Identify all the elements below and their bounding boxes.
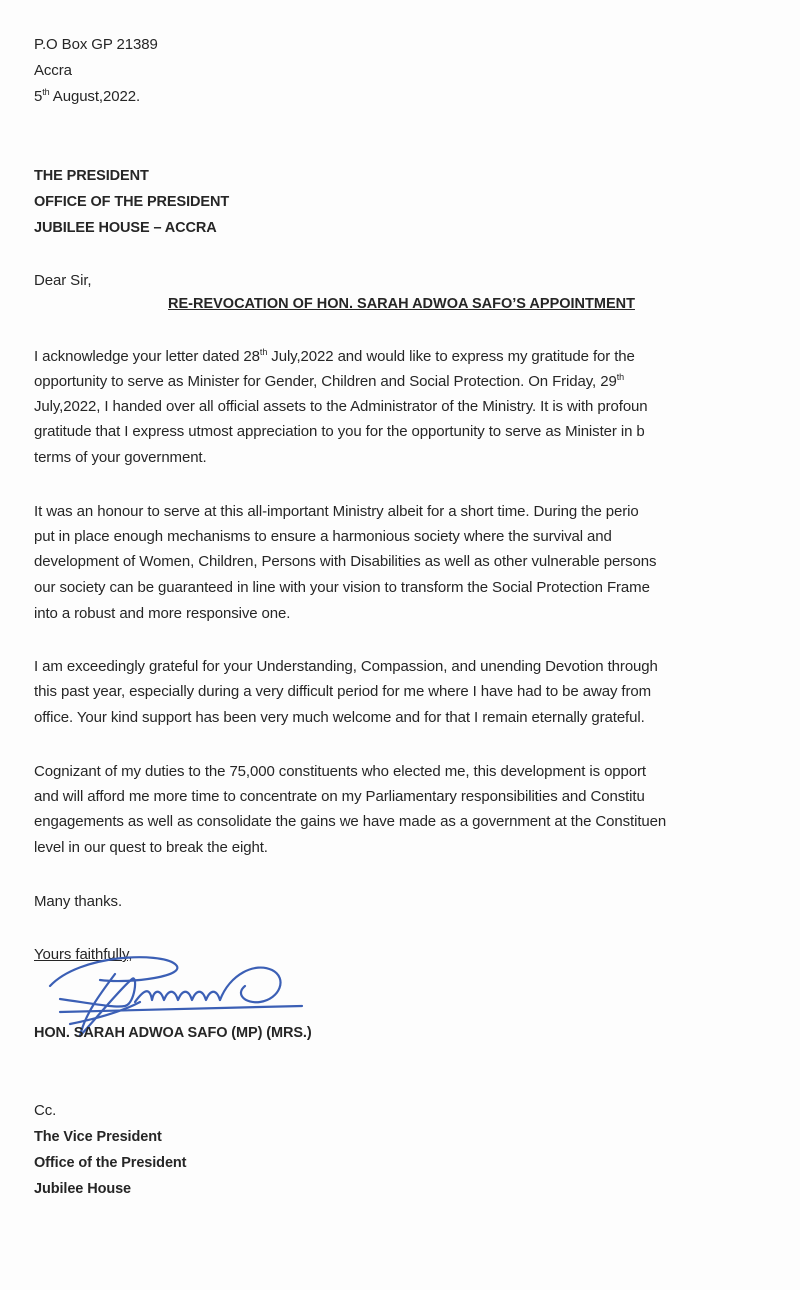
letter-subject: RE-REVOCATION OF HON. SARAH ADWOA SAFO’S APPOINTMENT [168, 296, 635, 312]
p1-line-2-sup: th [616, 372, 624, 382]
p3-line-1: I am exceedingly grateful for your Understanding, Compassion, and unending Devotion through [34, 658, 658, 675]
recipient-line-1: THE PRESIDENT [34, 168, 149, 184]
cc-line-1: The Vice President [34, 1129, 162, 1145]
p1-line-4: gratitude that I express utmost appreciation to you for the opportunity to serve as Minister in b [34, 423, 645, 440]
signatory-name: HON. SARAH ADWOA SAFO (MP) (MRS.) [34, 1025, 312, 1041]
closing: Many thanks. [34, 893, 123, 910]
letter-date [34, 88, 140, 106]
p4-line-3: engagements as well as consolidate the gains we have made as a government at the Constituen [34, 813, 667, 830]
sender-city: Accra [34, 62, 72, 79]
recipient-line-2: OFFICE OF THE PRESIDENT [34, 194, 230, 210]
p1-line-2-text: opportunity to serve as Minister for Gender, Children and Social Protection. On Friday, 29 [34, 373, 617, 390]
recipient-line-3: JUBILEE HOUSE – ACCRA [34, 220, 217, 236]
p2-line-5: into a robust and more responsive one. [34, 605, 291, 622]
p4-line-2: and will afford me more time to concentrate on my Parliamentary responsibilities and Constitu [34, 788, 645, 805]
p2-line-1: It was an honour to serve at this all-important Ministry albeit for a short time. During the perio [34, 503, 639, 520]
p2-line-2: put in place enough mechanisms to ensure a harmonious society where the survival and [34, 528, 612, 545]
p2-line-4: our society can be guaranteed in line with your vision to transform the Social Protection Frame [34, 579, 650, 596]
p1-line-1-text-b: July,2022 and would like to express my gratitude for the [267, 348, 635, 365]
cc-line-2: Office of the President [34, 1155, 187, 1171]
sender-po-box: P.O Box GP 21389 [34, 36, 158, 53]
p3-line-3: office. Your kind support has been very much welcome and for that I remain eternally grateful. [34, 709, 645, 726]
cc-line-3: Jubilee House [34, 1181, 132, 1197]
p3-line-2: this past year, especially during a very difficult period for me where I have had to be away from [34, 683, 652, 700]
date-suffix: th [42, 87, 50, 97]
p1-line-5: terms of your government. [34, 449, 207, 466]
p1-line-1-sup: th [259, 347, 268, 357]
p1-line-2 [34, 373, 624, 391]
p4-line-4: level in our quest to break the eight. [34, 839, 268, 856]
salutation: Dear Sir, [34, 272, 92, 289]
p4-line-1: Cognizant of my duties to the 75,000 constituents who elected me, this development is opport [34, 763, 646, 780]
p1-line-1 [34, 348, 635, 366]
date-day: 5 [34, 88, 43, 105]
p2-line-3: development of Women, Children, Persons with Disabilities as well as other vulnerable persons [34, 553, 657, 570]
date-rest: August,2022. [49, 88, 141, 105]
cc-label: Cc. [34, 1102, 57, 1119]
p1-line-3: July,2022, I handed over all official assets to the Administrator of the Ministry. It is with profoun [34, 398, 648, 415]
p1-line-1-text-a: I acknowledge your letter dated 28 [34, 348, 260, 365]
valediction: Yours faithfully, [34, 946, 133, 963]
